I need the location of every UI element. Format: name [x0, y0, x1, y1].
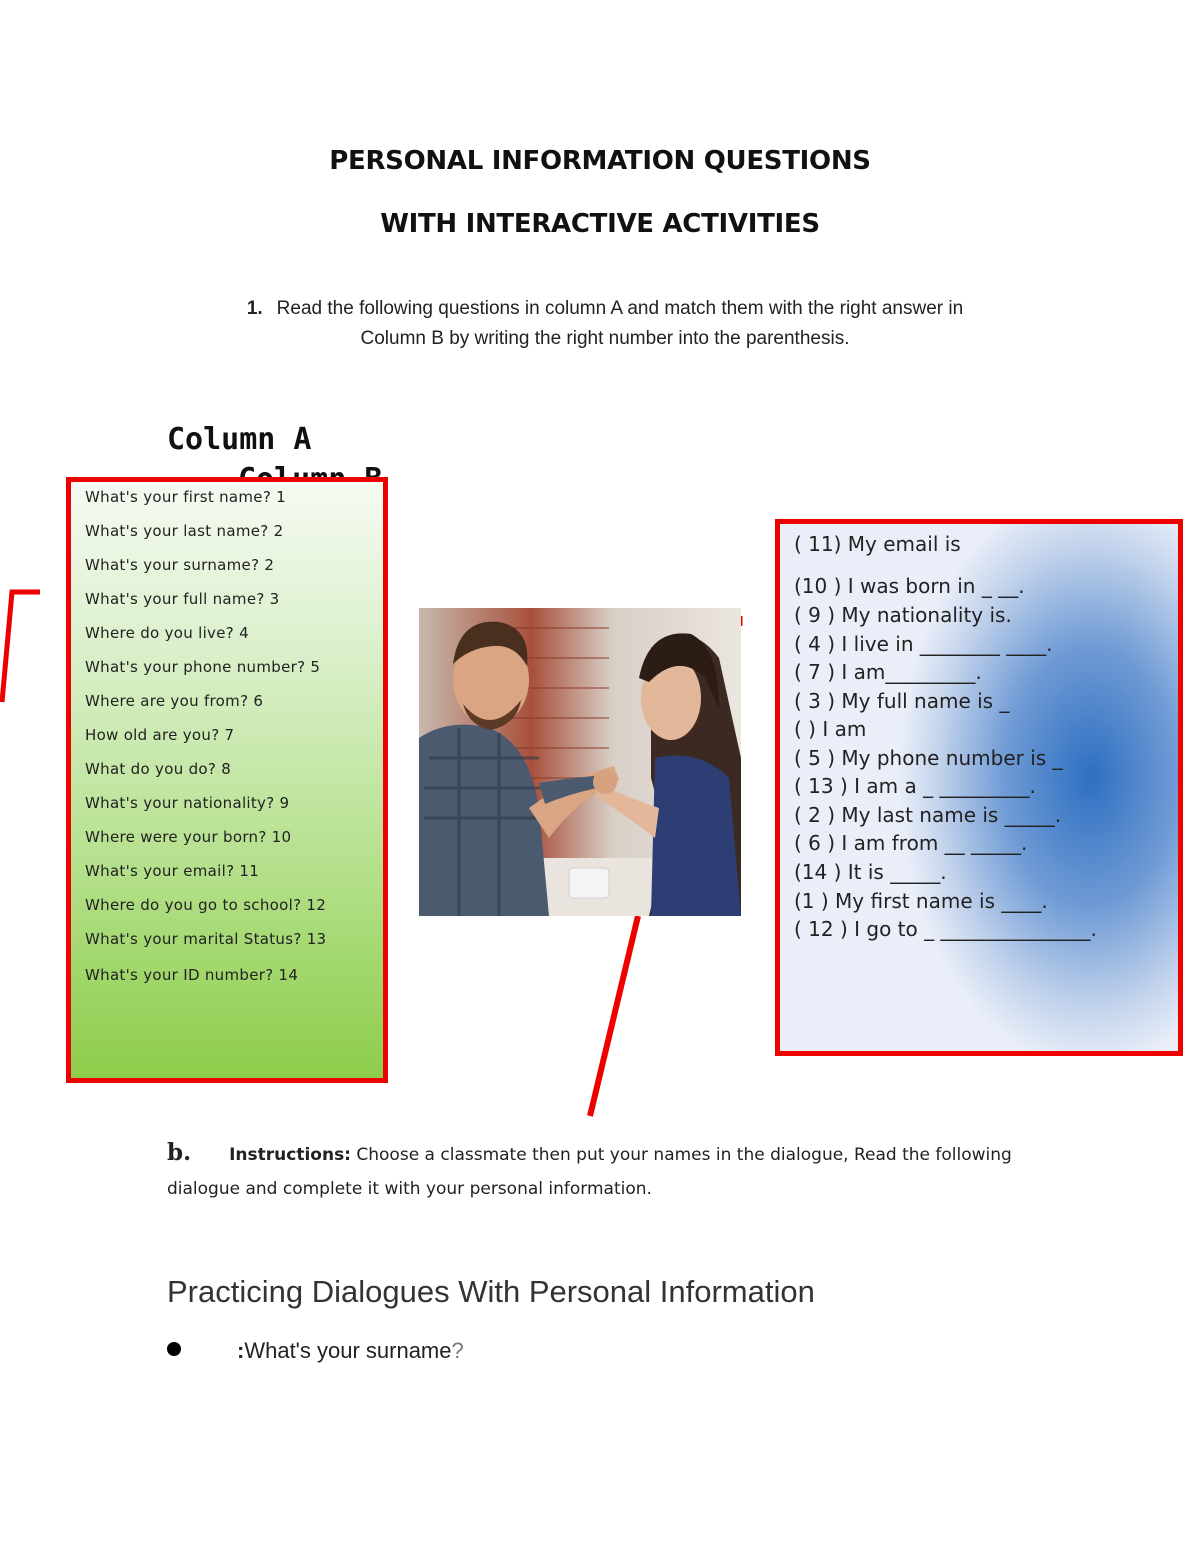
couple-pointing-photo [419, 608, 741, 916]
question-item: What's your marital Status? 13 [85, 930, 327, 948]
exercise-number: 1. [246, 298, 263, 319]
question-item: What's your full name? 3 [85, 590, 280, 608]
instruction-line-2: Column B by writing the right number into the parenthesis. [360, 328, 850, 349]
question-item: What's your phone number? 5 [85, 658, 321, 676]
question-item: What's your surname? 2 [85, 556, 275, 574]
question-item: What's your email? 11 [85, 862, 260, 880]
answer-item: (14 ) It is _____. [794, 860, 947, 884]
answer-item: ( 13 ) I am a _ _________. [794, 774, 1036, 798]
question-item: What's your ID number? 14 [85, 966, 299, 984]
question-item: What's your first name? 1 [85, 488, 287, 506]
answer-item: (10 ) I was born in _ __. [794, 574, 1025, 598]
dialogue-line-text: What's your surname [244, 1338, 452, 1363]
answer-item: (1 ) My first name is ____. [794, 889, 1048, 913]
column-b-box [775, 519, 1183, 1056]
page-subtitle: WITH INTERACTIVE ACTIVITIES [380, 209, 820, 239]
question-item: What do you do? 8 [85, 760, 232, 778]
answer-item: ( ) I am [794, 717, 867, 741]
dialogue-heading: Practicing Dialogues With Personal Information [167, 1274, 815, 1309]
answer-item: ( 6 ) I am from __ _____. [794, 831, 1028, 855]
answer-item: ( 11) My email is [794, 532, 961, 556]
question-item: Where do you go to school? 12 [85, 896, 327, 914]
bullet-icon [167, 1342, 181, 1356]
question-item: Where were your born? 10 [85, 828, 292, 846]
answer-item: ( 7 ) I am_________. [794, 660, 982, 684]
answer-item: ( 3 ) My full name is _ [794, 689, 1010, 713]
red-stroke-diagonal [580, 910, 650, 1120]
answer-item: ( 12 ) I go to _ _______________. [794, 917, 1097, 941]
instructions-label: Instructions: [229, 1145, 351, 1165]
column-a-heading: Column A [167, 422, 312, 457]
section-b-instructions [167, 1136, 1047, 1206]
dialogue-line-prefix: : [237, 1338, 245, 1363]
exercise-1-instruction [190, 294, 1020, 354]
column-a-box [66, 477, 388, 1083]
instructions-line-1: Choose a classmate then put your names in the dialogue, Read the following [356, 1145, 1012, 1165]
question-item: Where are you from? 6 [85, 692, 264, 710]
answer-item: ( 5 ) My phone number is _ [794, 746, 1063, 770]
answer-item: ( 2 ) My last name is _____. [794, 803, 1062, 827]
dialogue-line-suffix: ? [451, 1338, 464, 1363]
question-item: What's your last name? 2 [85, 522, 284, 540]
instructions-line-2: dialogue and complete it with your personal information. [167, 1179, 652, 1199]
page-title: PERSONAL INFORMATION QUESTIONS [329, 146, 871, 176]
question-item: What's your nationality? 9 [85, 794, 290, 812]
question-item: How old are you? 7 [85, 726, 235, 744]
instruction-line-1: Read the following questions in column A and match them with the right answer in [276, 298, 964, 319]
section-b-letter: b. [167, 1139, 192, 1166]
question-item: Where do you live? 4 [85, 624, 249, 642]
answer-item: ( 9 ) My nationality is. [794, 603, 1012, 627]
red-stroke-left [0, 580, 50, 710]
answer-item: ( 4 ) I live in ________ ____. [794, 632, 1053, 656]
dialogue-line [167, 1338, 464, 1364]
